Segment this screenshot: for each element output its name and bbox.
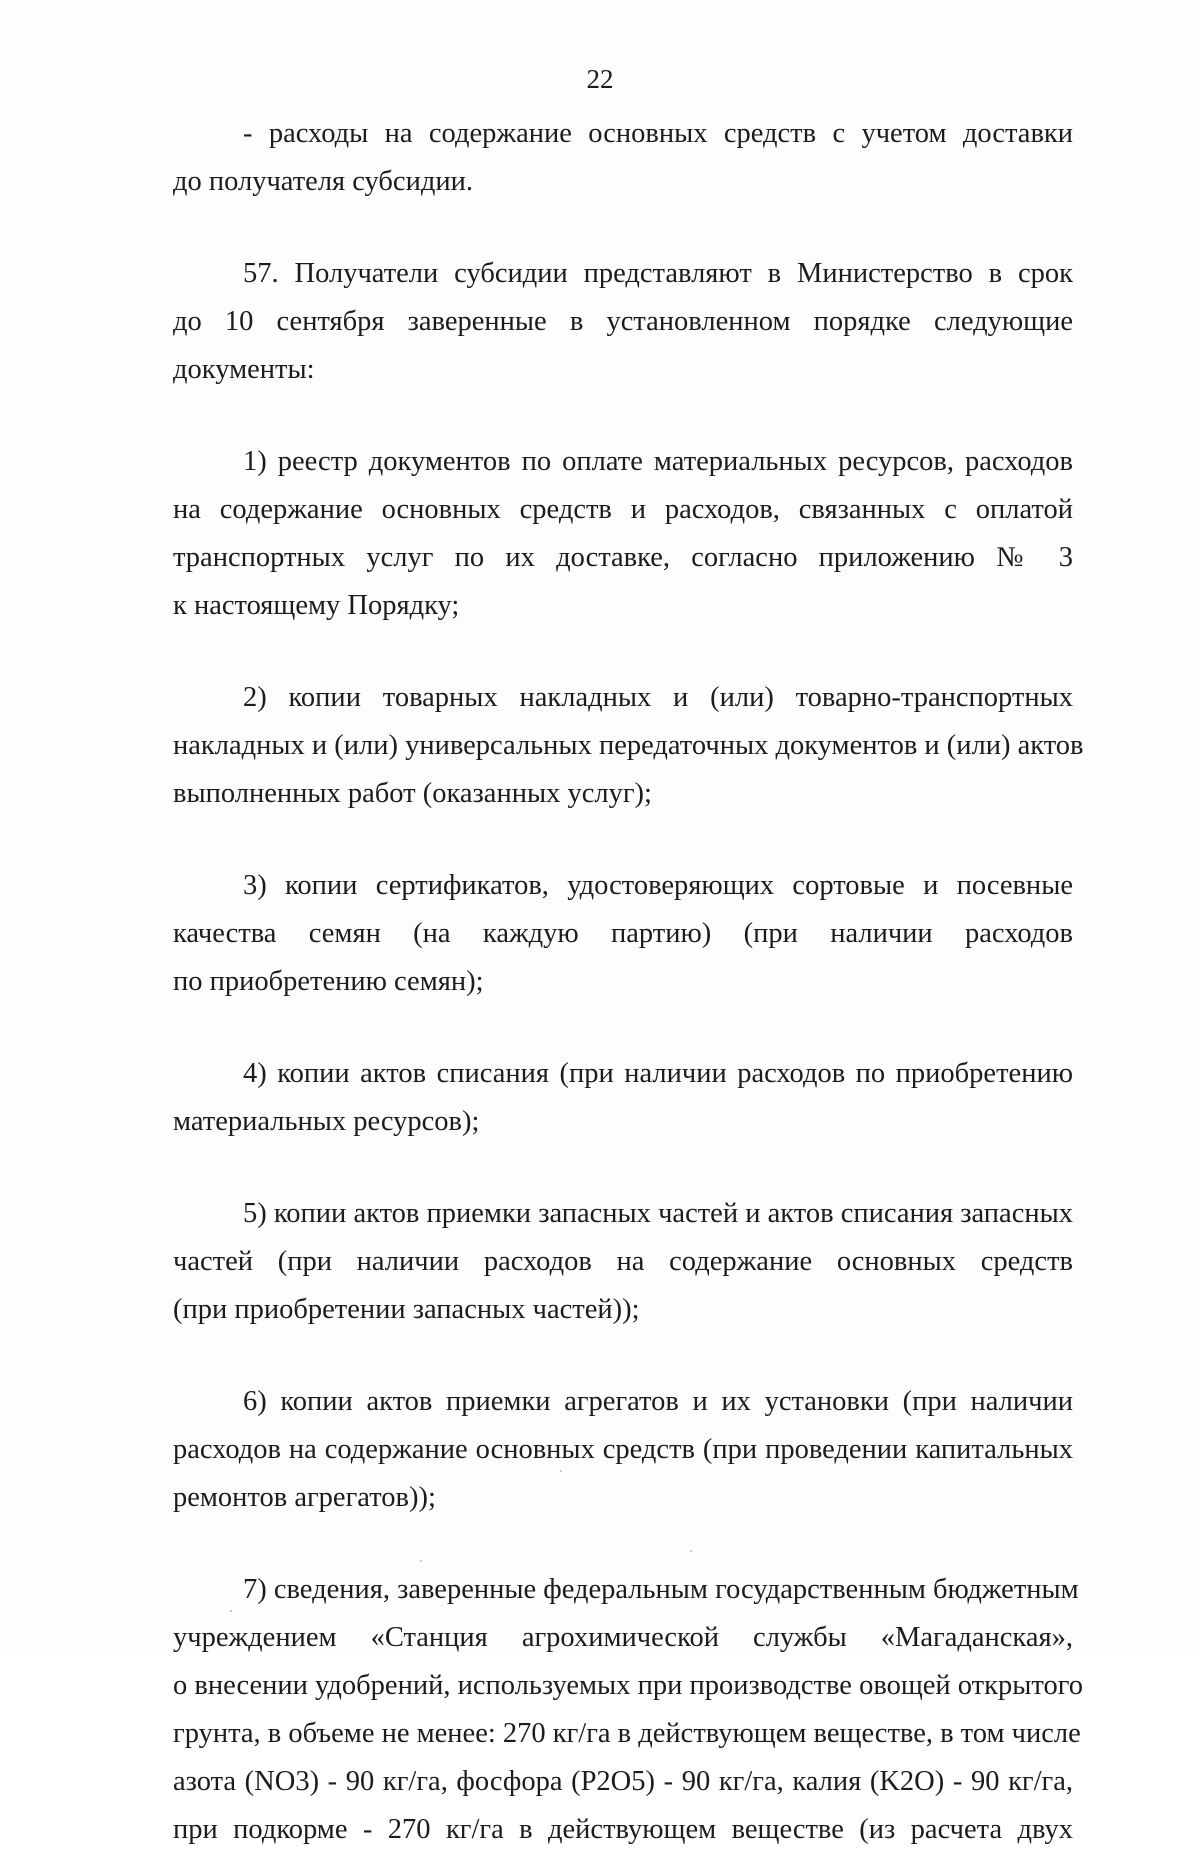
paragraph-57 [173, 250, 1073, 394]
text-line: накладных и (или) универсальных передаточных документов и (или) актов [173, 730, 1084, 761]
text-line: расходов на содержание основных средств (при проведении капитальных [173, 1434, 1073, 1465]
page-number: 22 [586, 64, 614, 94]
text-line: 3) копии сертификатов, удостоверяющих сортовые и посевные [243, 870, 1073, 901]
text-line: до получателя субсидии. [173, 166, 473, 197]
text-line: 2) копии товарных накладных и (или) товарно-транспортных [243, 682, 1073, 713]
text-line: 1) реестр документов по оплате материальных ресурсов, расходов [243, 446, 1073, 477]
list-item-4 [173, 1050, 1073, 1146]
text-line: транспортных услуг по их доставке, согласно приложению № 3 [173, 542, 1073, 573]
text-line: к настоящему Порядку; [173, 590, 460, 621]
text-line: на содержание основных средств и расходов, связанных с оплатой [173, 494, 1073, 525]
text-line: (при приобретении запасных частей)); [173, 1294, 640, 1325]
text-line: материальных ресурсов); [173, 1106, 480, 1137]
text-line: ремонтов агрегатов)); [173, 1482, 436, 1513]
text-line: о внесении удобрений, используемых при производстве овощей открытого [173, 1670, 1083, 1701]
text-line: учреждением «Станция агрохимической службы «Магаданская», [173, 1622, 1073, 1653]
list-item-2 [173, 674, 1084, 818]
scan-speck [230, 1610, 232, 1612]
document-body [173, 110, 1084, 1854]
list-item-3 [173, 862, 1073, 1006]
list-item-5 [173, 1190, 1073, 1334]
text-line: по приобретению семян); [173, 966, 484, 997]
list-item-1 [173, 438, 1073, 630]
text-line: грунта, в объеме не менее: 270 кг/га в действующем веществе, в том числе [173, 1718, 1081, 1749]
text-line: 7) сведения, заверенные федеральным государственным бюджетным [243, 1574, 1079, 1605]
list-item-7 [173, 1566, 1083, 1854]
text-line: выполненных работ (оказанных услуг); [173, 778, 652, 809]
scan-speck [690, 1550, 692, 1552]
text-line: документы: [173, 354, 315, 385]
text-line: при подкорме - 270 кг/га в действующем веществе (из расчета двух [173, 1814, 1073, 1845]
text-line: частей (при наличии расходов на содержание основных средств [173, 1246, 1073, 1277]
text-line: 57. Получатели субсидии представляют в Министерство в срок [243, 258, 1073, 289]
text-line: 6) копии актов приемки агрегатов и их установки (при наличии [243, 1386, 1073, 1417]
text-line: - расходы на содержание основных средств с учетом доставки [243, 118, 1073, 149]
text-line: качества семян (на каждую партию) (при наличии расходов [173, 918, 1073, 949]
text-line: азота (NO3) - 90 кг/га, фосфора (P2O5) - 90 кг/га, калия (K2O) - 90 кг/га, [173, 1766, 1073, 1797]
text-line: до 10 сентября заверенные в установленном порядке следующие [173, 306, 1073, 337]
paragraph-delivery-expenses [173, 110, 1073, 206]
text-line: 5) копии актов приемки запасных частей и актов списания запасных [243, 1198, 1073, 1229]
text-line: 4) копии актов списания (при наличии расходов по приобретению [243, 1058, 1073, 1089]
list-item-6 [173, 1378, 1073, 1522]
scan-speck [560, 1470, 562, 1472]
scan-speck [420, 1560, 422, 1562]
